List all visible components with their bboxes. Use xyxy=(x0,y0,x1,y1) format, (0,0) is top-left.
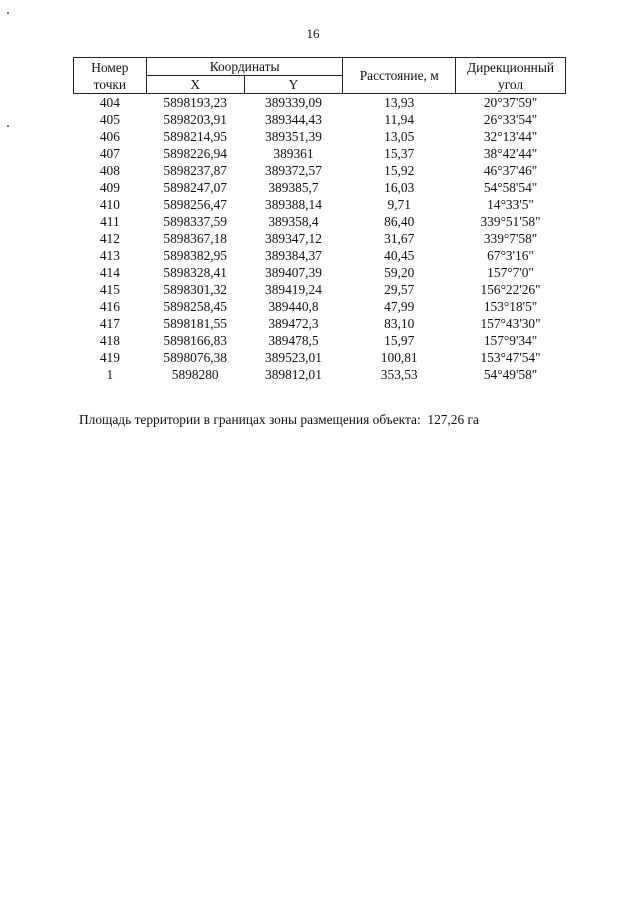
direction-angle-cell: 14°33'5" xyxy=(487,197,534,212)
y-coordinate-cell: 389388,14 xyxy=(265,197,322,212)
table-header xyxy=(74,58,566,94)
point-number-cell: 413 xyxy=(99,248,120,263)
y-coordinate-cell: 389372,57 xyxy=(265,163,322,178)
point-number-cell: 416 xyxy=(99,299,120,314)
table-row xyxy=(74,111,566,128)
x-coordinate-cell: 5898247,07 xyxy=(163,180,227,195)
direction-angle-cell: 153°47'54" xyxy=(480,350,541,365)
header-coordinates: Координаты xyxy=(146,58,343,76)
distance-cell: 353,53 xyxy=(380,367,418,382)
x-coordinate-cell: 5898166,83 xyxy=(163,333,227,348)
x-coordinate-cell: 5898203,91 xyxy=(163,112,227,127)
distance-cell: 11,94 xyxy=(384,112,415,127)
x-coordinate-cell: 5898181,55 xyxy=(163,316,227,331)
margin-dot xyxy=(7,125,9,127)
header-point-number-line2: точки xyxy=(93,76,127,92)
distance-cell: 9,71 xyxy=(387,197,411,212)
x-coordinate-cell: 5898237,87 xyxy=(163,163,227,178)
table-row xyxy=(74,213,566,230)
x-coordinate-cell: 5898382,95 xyxy=(163,248,227,263)
distance-cell: 15,92 xyxy=(384,163,415,178)
header-distance: Расстояние, м xyxy=(343,58,456,94)
x-coordinate-cell: 5898301,32 xyxy=(163,282,227,297)
x-coordinate-cell: 5898226,94 xyxy=(163,146,227,161)
distance-cell: 83,10 xyxy=(384,316,415,331)
x-coordinate-cell: 5898193,23 xyxy=(163,95,227,110)
header-direction-angle-line2: угол xyxy=(498,76,524,92)
header-y: Y xyxy=(244,76,343,94)
x-coordinate-cell: 5898280 xyxy=(171,367,219,382)
table-row xyxy=(74,315,566,332)
table-row xyxy=(74,366,566,383)
distance-cell: 47,99 xyxy=(384,299,415,314)
header-point-number xyxy=(74,58,147,94)
table-body xyxy=(74,94,566,384)
x-coordinate-cell: 5898214,95 xyxy=(163,129,227,144)
header-direction-angle xyxy=(456,58,566,94)
point-number-cell: 406 xyxy=(99,129,120,144)
direction-angle-cell: 157°43'30" xyxy=(480,316,541,331)
direction-angle-cell: 157°9'34" xyxy=(483,333,538,348)
direction-angle-cell: 32°13'44" xyxy=(483,129,538,144)
table-row xyxy=(74,298,566,315)
y-coordinate-cell: 389478,5 xyxy=(268,333,319,348)
point-number-cell: 419 xyxy=(99,350,120,365)
header-direction-angle-line1: Дирекционный xyxy=(467,59,555,75)
table-row xyxy=(74,196,566,213)
distance-cell: 13,93 xyxy=(384,95,415,110)
table-row xyxy=(74,247,566,264)
table-row xyxy=(74,94,566,112)
table-row xyxy=(74,281,566,298)
page-number: 16 xyxy=(306,26,320,41)
point-number-cell: 414 xyxy=(99,265,120,280)
distance-cell: 86,40 xyxy=(384,214,415,229)
y-coordinate-cell: 389440,8 xyxy=(268,299,319,314)
direction-angle-cell: 67°3'16" xyxy=(487,248,534,263)
margin-dot xyxy=(7,12,9,14)
y-coordinate-cell: 389384,37 xyxy=(265,248,322,263)
header-x: X xyxy=(146,76,244,94)
coordinates-table xyxy=(73,57,566,383)
distance-cell: 31,67 xyxy=(384,231,415,246)
x-coordinate-cell: 5898337,59 xyxy=(163,214,227,229)
x-coordinate-cell: 5898256,47 xyxy=(163,197,227,212)
y-coordinate-cell: 389339,09 xyxy=(265,95,322,110)
point-number-cell: 415 xyxy=(99,282,120,297)
table-row xyxy=(74,264,566,281)
table-row xyxy=(74,332,566,349)
y-coordinate-cell: 389344,43 xyxy=(265,112,322,127)
y-coordinate-cell: 389385,7 xyxy=(268,180,319,195)
direction-angle-cell: 339°7'58" xyxy=(483,231,538,246)
direction-angle-cell: 20°37'59" xyxy=(483,95,538,110)
distance-cell: 13,05 xyxy=(384,129,415,144)
distance-cell: 100,81 xyxy=(380,350,418,365)
point-number-cell: 404 xyxy=(99,95,120,110)
table-row xyxy=(74,230,566,247)
header-point-number-line1: Номер xyxy=(91,59,129,75)
distance-cell: 40,45 xyxy=(384,248,415,263)
direction-angle-cell: 339°51'58" xyxy=(480,214,541,229)
distance-cell: 15,97 xyxy=(384,333,415,348)
table-row xyxy=(74,179,566,196)
y-coordinate-cell: 389407,39 xyxy=(265,265,322,280)
point-number-cell: 417 xyxy=(99,316,120,331)
distance-cell: 59,20 xyxy=(384,265,415,280)
direction-angle-cell: 153°18'5" xyxy=(483,299,538,314)
point-number-cell: 409 xyxy=(99,180,120,195)
direction-angle-cell: 54°49'58" xyxy=(483,367,538,382)
direction-angle-cell: 46°37'46" xyxy=(483,163,538,178)
y-coordinate-cell: 389351,39 xyxy=(265,129,322,144)
distance-cell: 29,57 xyxy=(384,282,415,297)
y-coordinate-cell: 389347,12 xyxy=(265,231,322,246)
x-coordinate-cell: 5898367,18 xyxy=(163,231,227,246)
point-number-cell: 408 xyxy=(99,163,120,178)
direction-angle-cell: 156°22'26" xyxy=(480,282,541,297)
table-row xyxy=(74,145,566,162)
y-coordinate-cell: 389472,3 xyxy=(268,316,319,331)
table-row xyxy=(74,128,566,145)
y-coordinate-cell: 389812,01 xyxy=(265,367,322,382)
direction-angle-cell: 54°58'54" xyxy=(483,180,538,195)
direction-angle-cell: 157°7'0" xyxy=(487,265,534,280)
point-number-cell: 418 xyxy=(99,333,120,348)
y-coordinate-cell: 389419,24 xyxy=(265,282,322,297)
point-number-cell: 411 xyxy=(100,214,120,229)
table-row xyxy=(74,349,566,366)
area-value: 127,26 га xyxy=(427,412,479,427)
point-number-cell: 407 xyxy=(99,146,120,161)
point-number-cell: 412 xyxy=(99,231,120,246)
point-number-cell: 1 xyxy=(106,367,114,382)
direction-angle-cell: 26°33'54" xyxy=(483,112,538,127)
y-coordinate-cell: 389523,01 xyxy=(265,350,322,365)
x-coordinate-cell: 5898258,45 xyxy=(163,299,227,314)
distance-cell: 15,37 xyxy=(384,146,415,161)
point-number-cell: 410 xyxy=(99,197,120,212)
table-row xyxy=(74,162,566,179)
area-label: Площадь территории в границах зоны размещения объекта: xyxy=(79,412,421,427)
area-statement xyxy=(79,412,479,428)
y-coordinate-cell: 389358,4 xyxy=(268,214,319,229)
x-coordinate-cell: 5898076,38 xyxy=(163,350,227,365)
direction-angle-cell: 38°42'44" xyxy=(483,146,538,161)
x-coordinate-cell: 5898328,41 xyxy=(163,265,227,280)
y-coordinate-cell: 389361 xyxy=(273,146,314,161)
point-number-cell: 405 xyxy=(99,112,120,127)
distance-cell: 16,03 xyxy=(384,180,415,195)
